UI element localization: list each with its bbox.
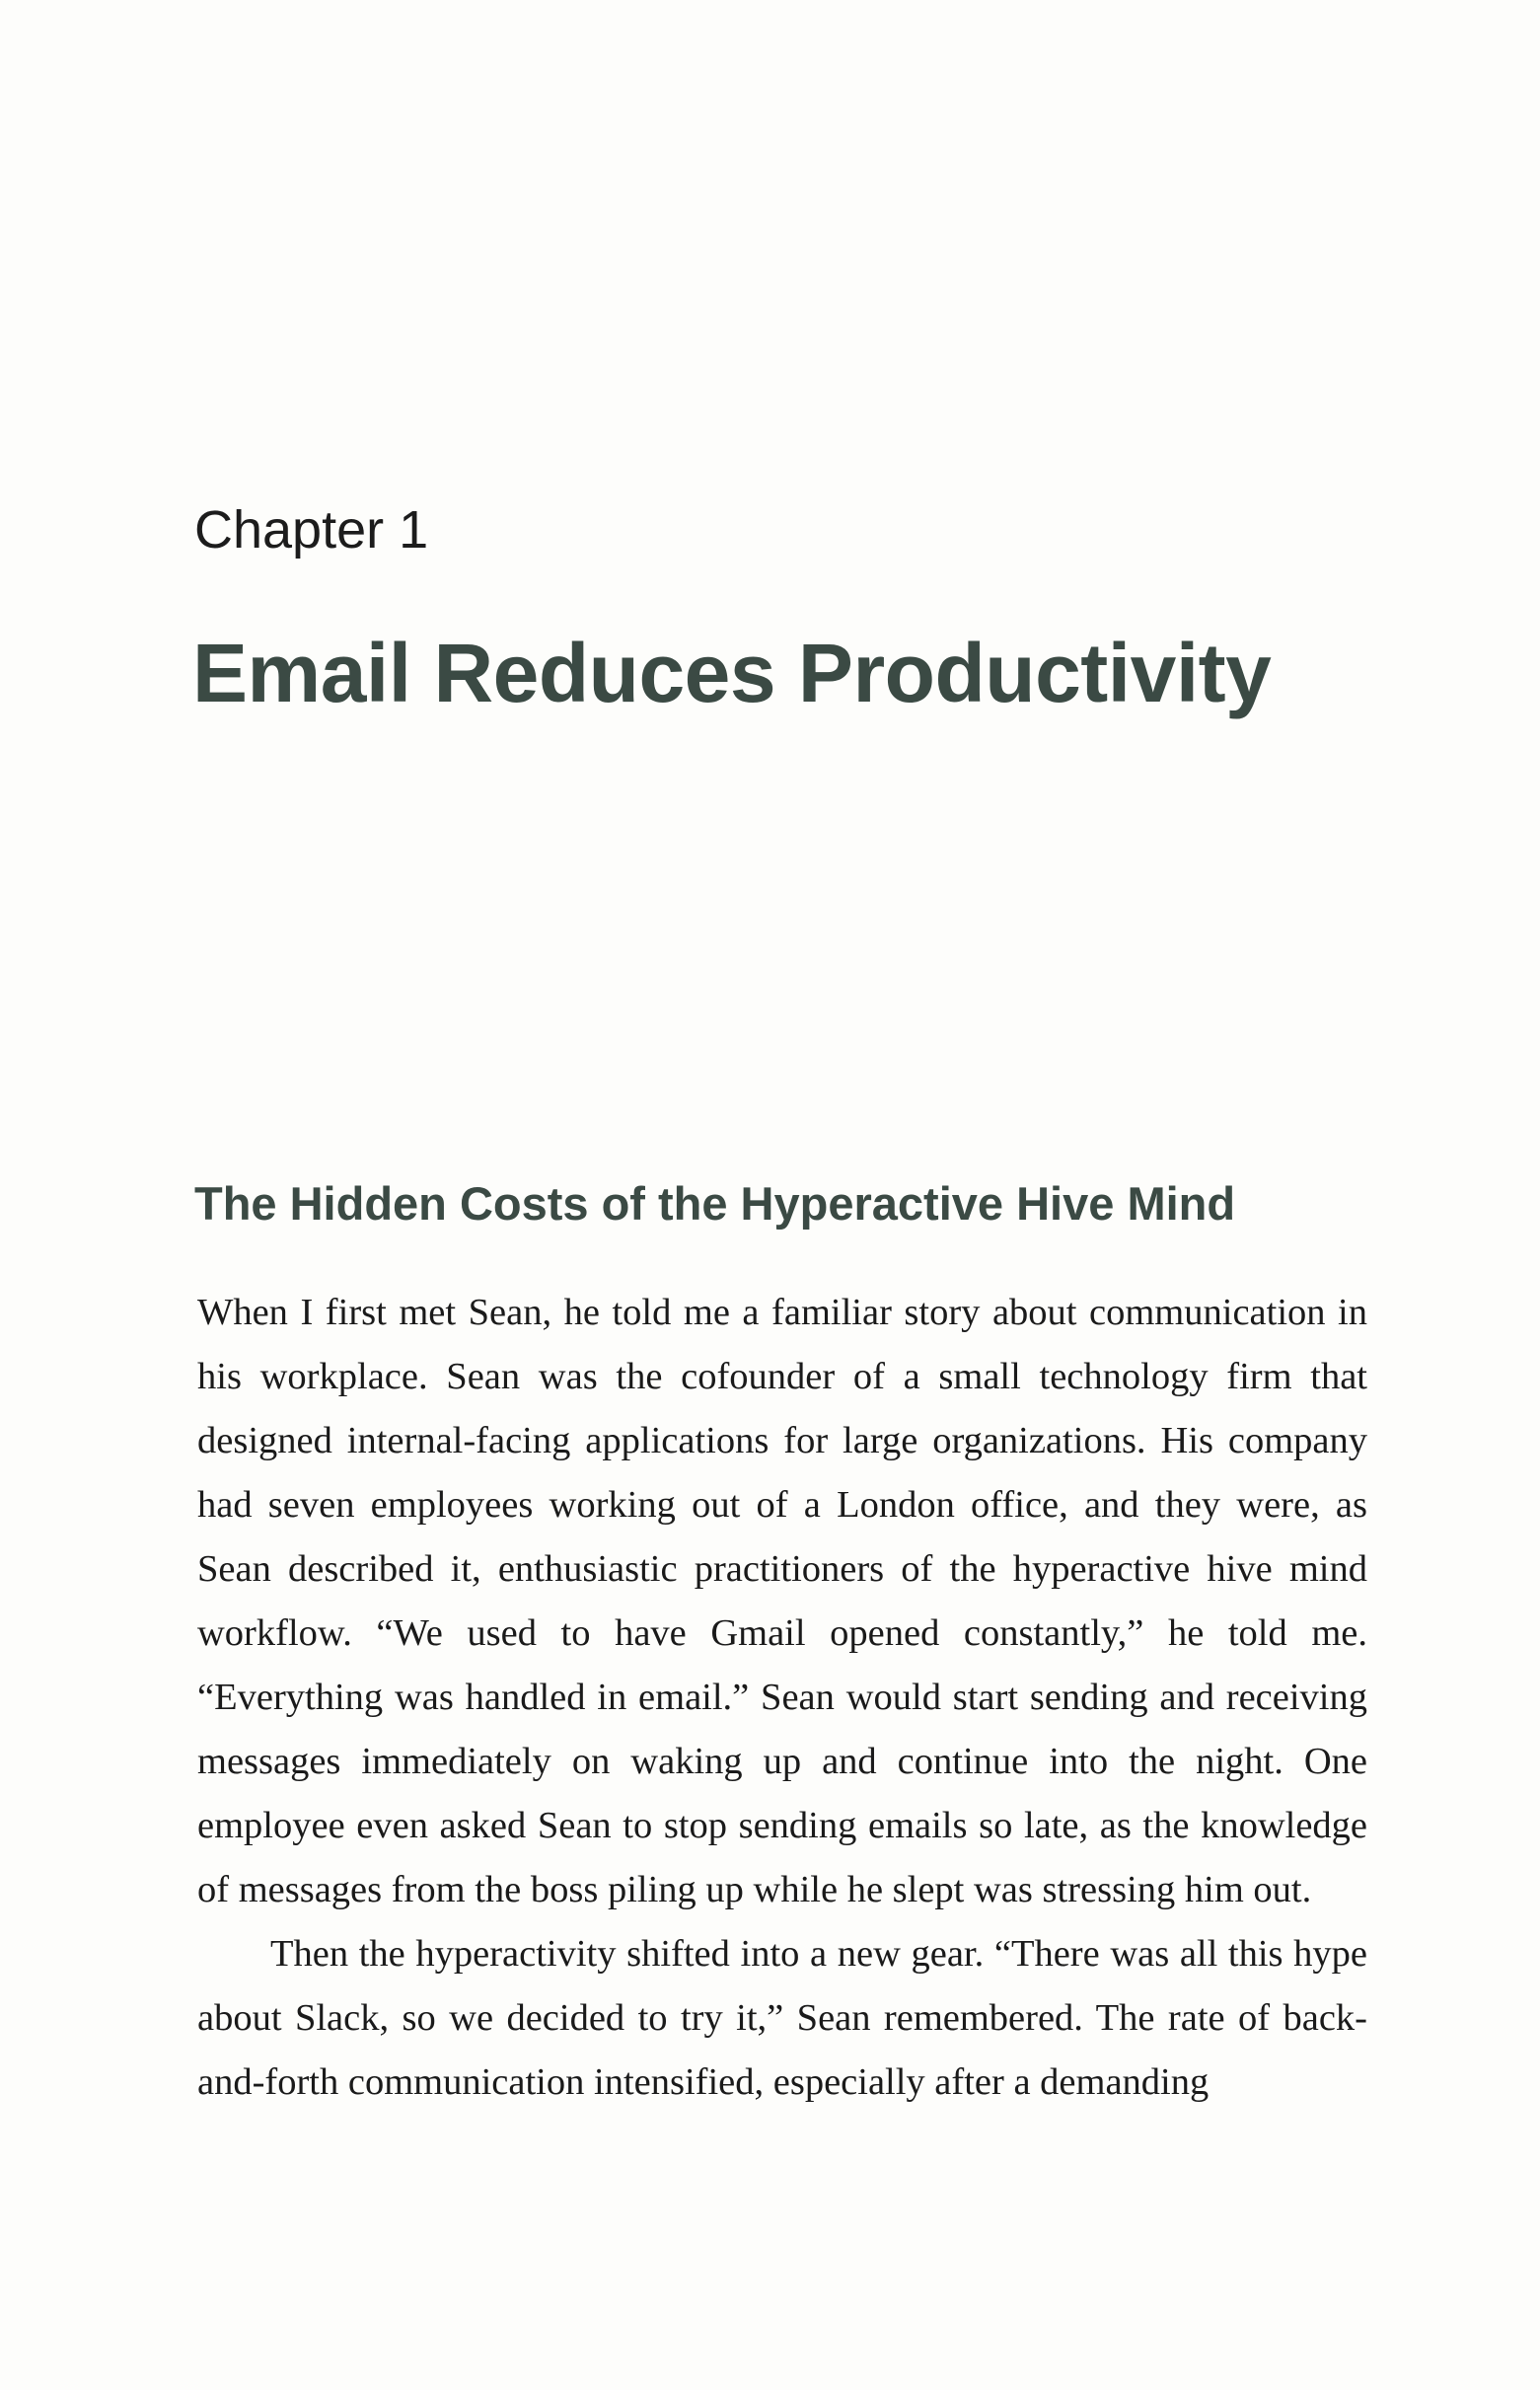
paragraph-2: Then the hyperactivity shifted into a new gear. “There was all this hype about Slack, so we decided to try it,” Sean remembered. The rate of back-and-forth communication intensified, especially after a demanding <box>197 1933 1367 2103</box>
body-text <box>197 1281 1367 2115</box>
chapter-label: Chapter 1 <box>194 500 429 560</box>
chapter-title: Email Reduces Productivity <box>192 627 1272 719</box>
section-heading: The Hidden Costs of the Hyperactive Hive Mind <box>194 1177 1236 1230</box>
paragraph-1: When I first met Sean, he told me a familiar story about communication in his workplace. Sean was the cofounder of a small technology firm that designed internal-facing applications for large organizations. His company had seven employees working out of a London office, and they were, as Sean described it, enthusiastic practitioners of the hyperactive hive mind workflow. “We used to have Gmail opened constantly,” he told me. “Everything was handled in email.” Sean would start sending and receiving messages immediately on waking up and continue into the night. One employee even asked Sean to stop sending emails so late, as the knowledge of messages from the boss piling up while he slept was stressing him out. <box>197 1292 1367 1910</box>
